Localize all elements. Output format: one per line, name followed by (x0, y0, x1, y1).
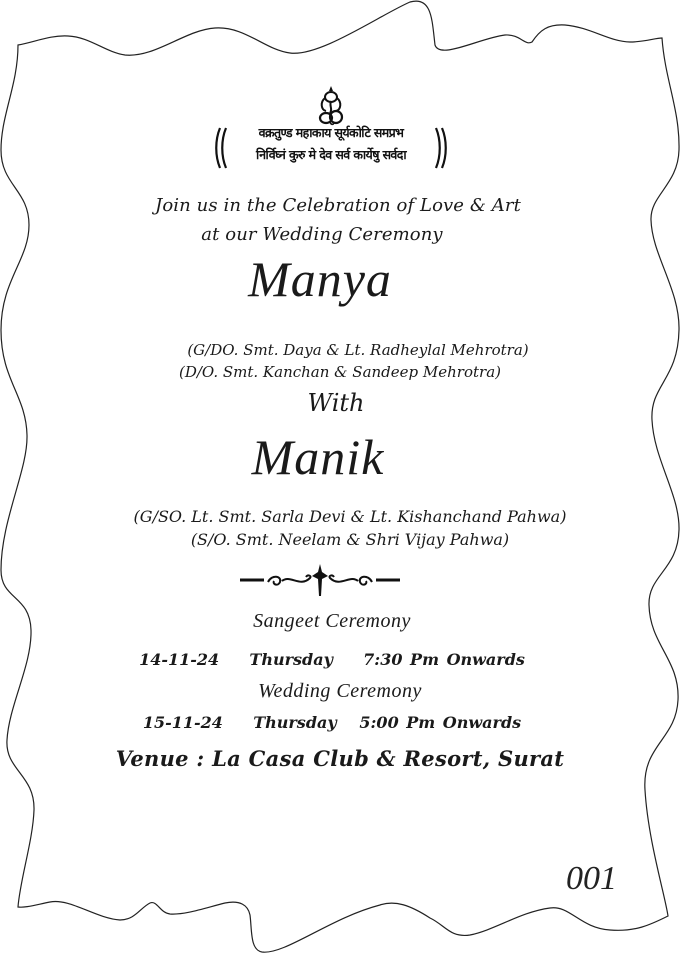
shloka-line-1: वक्रतुण्ड महाकाय सूर्यकोटि समप्रभ (258, 125, 404, 140)
groom-grandparents-line: (G/SO. Lt. Smt. Sarla Devi & Lt. Kishanchand Pahwa) (133, 507, 567, 526)
event-day: Thursday (249, 650, 333, 669)
shloka-line-2: निर्विघ्नं कुरु मे देव सर्व कार्येषु सर्वदा (255, 147, 407, 162)
ornamental-flourish-icon (238, 562, 402, 598)
bride-grandparents-line: (G/DO. Smt. Daya & Lt. Radheylal Mehrotra) (187, 341, 529, 359)
intro-line-1: Join us in the Celebration of Love & Art (155, 195, 521, 216)
event-date: 14-11-24 (139, 650, 220, 669)
groom-name: Manik (251, 429, 385, 485)
event-details-wedding (0, 713, 672, 732)
event-time: 7:30 Pm Onwards (363, 650, 525, 669)
event-title-sangeet: Sangeet Ceremony (253, 610, 411, 632)
invocation-shloka (214, 120, 448, 172)
intro-line-2: at our Wedding Ceremony (201, 224, 443, 245)
event-time: 5:00 Pm Onwards (359, 713, 522, 732)
venue-text: Venue : La Casa Club & Resort, Surat (115, 746, 565, 771)
bride-parents-line: (D/O. Smt. Kanchan & Sandeep Mehrotra) (178, 363, 501, 381)
event-date: 15-11-24 (142, 713, 223, 732)
right-bracket-strokes-icon (432, 126, 448, 170)
left-bracket-strokes-icon (214, 126, 230, 170)
groom-parents-line: (S/O. Smt. Neelam & Shri Vijay Pahwa) (190, 530, 510, 549)
event-title-wedding: Wedding Ceremony (258, 680, 422, 702)
event-details-sangeet (0, 650, 672, 669)
event-day: Thursday (253, 713, 337, 732)
with-text: With (307, 389, 365, 417)
bride-name: Manya (248, 251, 392, 307)
serial-number: 001 (566, 860, 617, 897)
